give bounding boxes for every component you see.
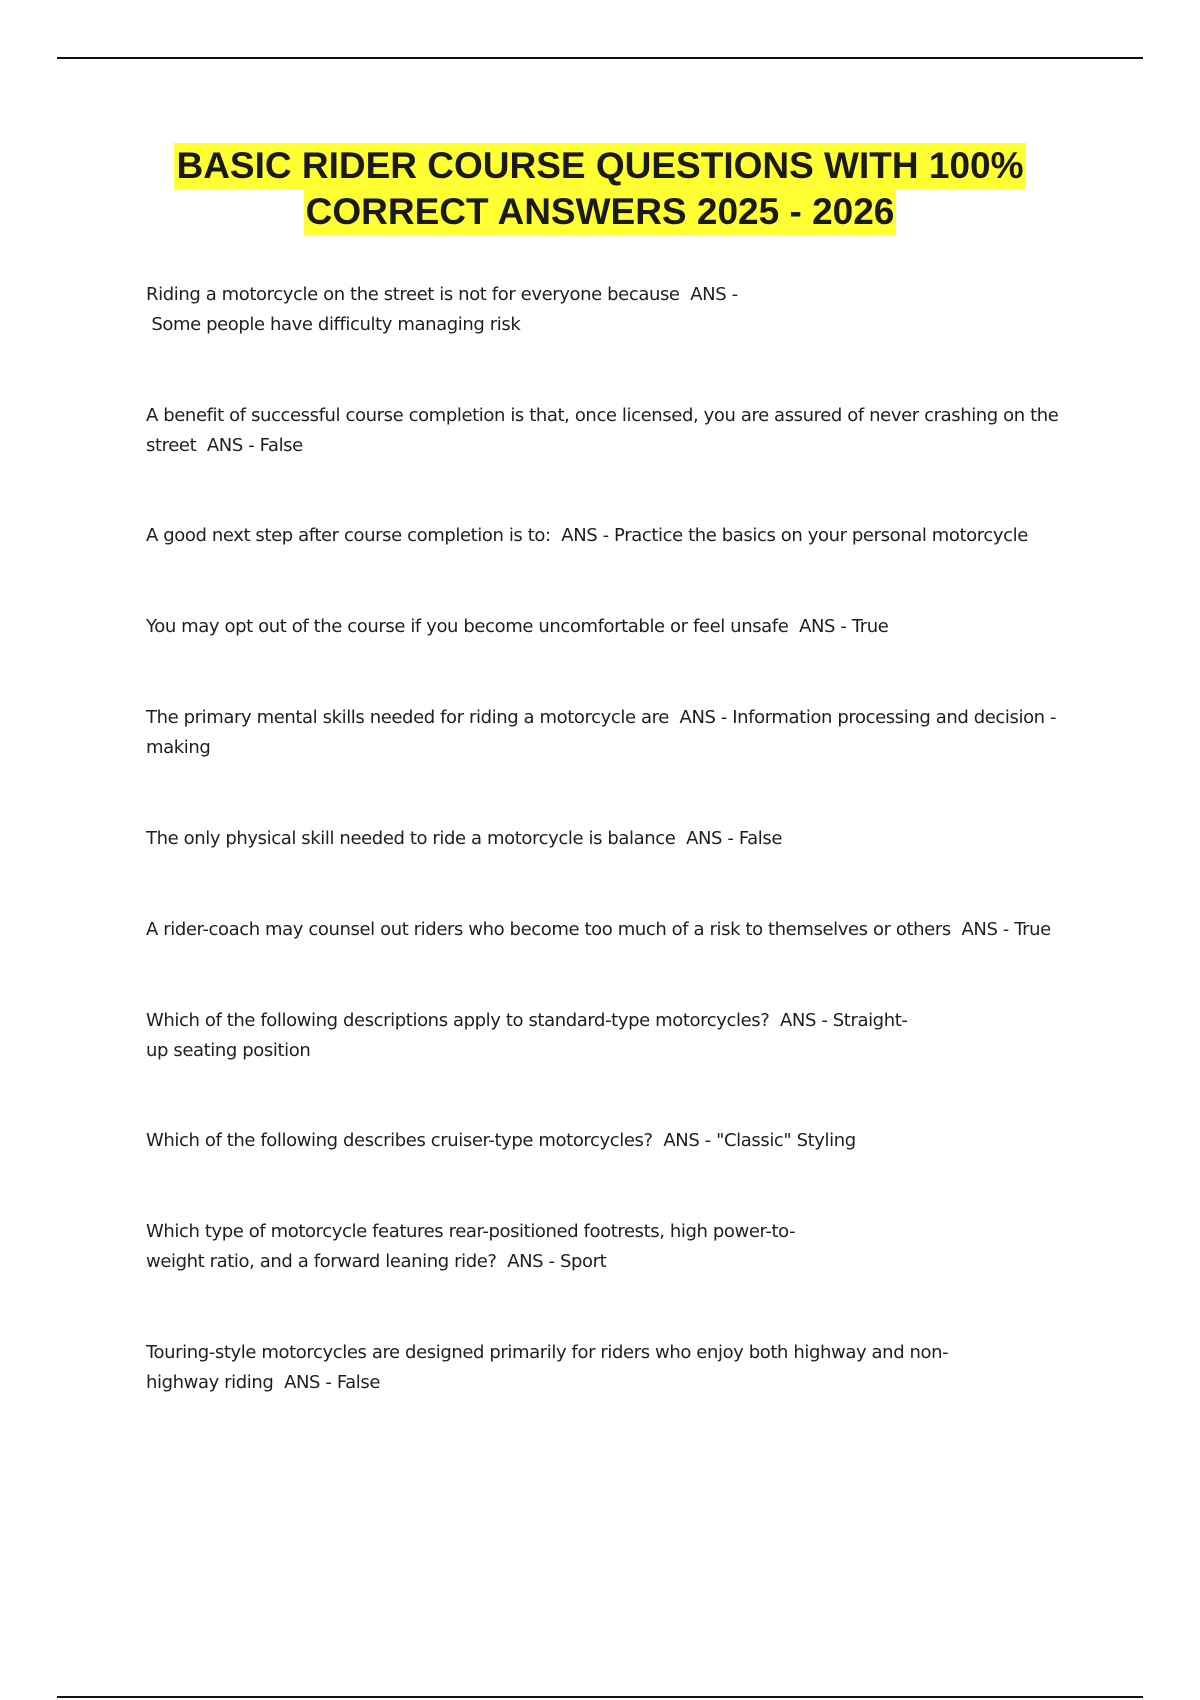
top-divider [57,57,1143,59]
qa-item-7: A rider-coach may counsel out riders who become too much of a risk to themselves or others ANS - True [146,919,1051,940]
qa-item-5: The primary mental skills needed for riding a motorcycle are ANS - Information processing and decision - making [146,707,1057,758]
qa-item-6: The only physical skill needed to ride a motorcycle is balance ANS - False [146,828,783,849]
bottom-divider [57,1696,1143,1698]
qa-item-4: You may opt out of the course if you become uncomfortable or feel unsafe ANS - True [146,616,889,637]
qa-item-2: A benefit of successful course completion is that, once licensed, you are assured of never crashing on the street ANS - False [146,405,1059,456]
title-line-2: CORRECT ANSWERS 2025 - 2026 [304,189,897,235]
title-line-1: BASIC RIDER COURSE QUESTIONS WITH 100% [174,143,1025,189]
document-title [0,143,1200,235]
qa-item-3: A good next step after course completion is to: ANS - Practice the basics on your personal motorcycle [146,525,1028,546]
qa-item-11: Touring-style motorcycles are designed primarily for riders who enjoy both highway and non- highway riding ANS - False [146,1342,949,1393]
qa-item-10: Which type of motorcycle features rear-positioned footrests, high power-to- weight ratio, and a forward leaning ride? ANS - Sport [146,1221,796,1272]
qa-item-9: Which of the following describes cruiser-type motorcycles? ANS - "Classic" Styling [146,1130,856,1151]
qa-item-1: Riding a motorcycle on the street is not for everyone because ANS - Some people have difficulty managing risk [146,284,738,335]
qa-item-8: Which of the following descriptions apply to standard-type motorcycles? ANS - Straight- up seating position [146,1010,908,1061]
